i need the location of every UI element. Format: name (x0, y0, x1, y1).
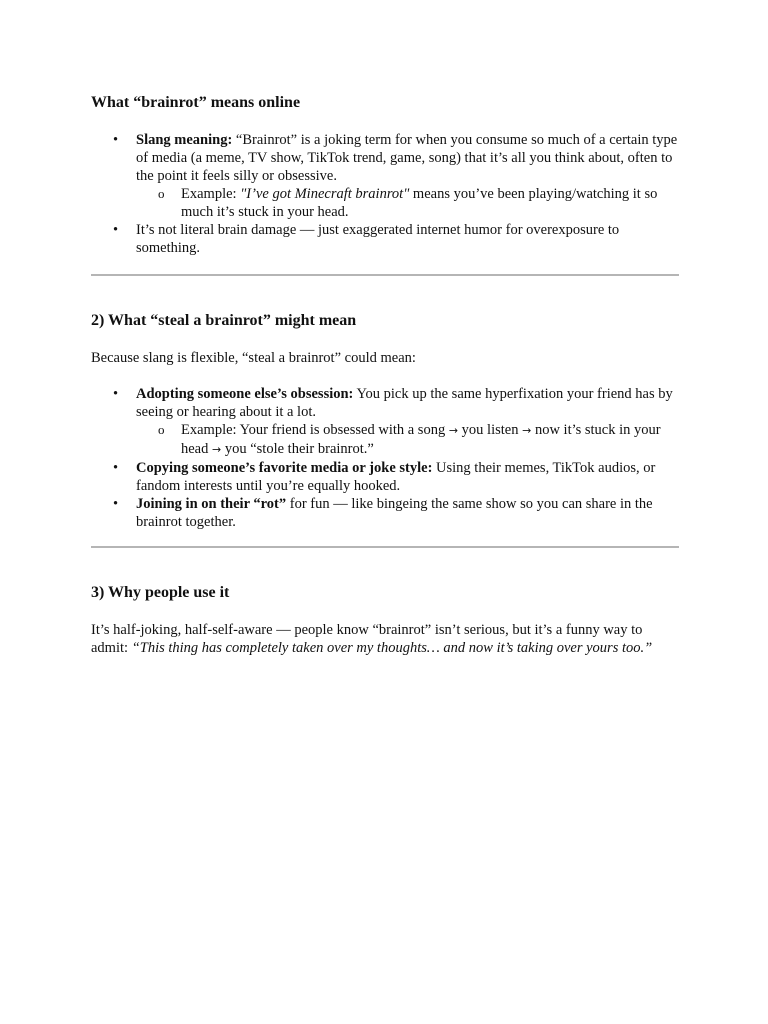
section2-list (91, 385, 681, 531)
section3-heading: 3) Why people use it (91, 584, 230, 601)
sub-item-text: you “stole their brainrot.” (221, 441, 374, 457)
section1-list (91, 131, 681, 257)
sub-item-text: Example: Your friend is obsessed with a song (181, 422, 449, 438)
sub-list-item (136, 421, 681, 459)
bullet-label: Joining in on their “rot” (136, 496, 287, 512)
sub-list (136, 421, 681, 459)
sub-item-text: you listen (458, 422, 523, 438)
section3-body (91, 621, 681, 657)
bullet-text: It’s not literal brain damage — just exaggerated internet humor for overexposure to something. (136, 222, 620, 256)
bullet-text: for fun — like bingeing the same show so you can share in the brainrot together. (136, 496, 653, 530)
arrow-icon: → (448, 424, 459, 437)
section3-quote: “This thing has completely taken over my thoughts… and now it’s taking over yours too.” (131, 640, 653, 656)
section2-heading: 2) What “steal a brainrot” might mean (91, 312, 357, 329)
list-item (91, 459, 681, 495)
list-item (91, 221, 681, 257)
bullet-label: Slang meaning: (136, 132, 233, 148)
bullet-text: Using their memes, TikTok audios, or fandom interests until you’re equally hooked. (136, 460, 656, 494)
sub-list-item (136, 185, 681, 221)
divider (91, 274, 679, 276)
bullet-label: Copying someone’s favorite media or joke style: (136, 460, 433, 476)
bullet-label: Adopting someone else’s obsession: (136, 386, 354, 402)
bullet-text: You pick up the same hyperfixation your friend has by seeing or hearing about it a lot. (136, 386, 673, 420)
sub-list (136, 185, 681, 221)
section2-intro: Because slang is flexible, “steal a brainrot” could mean: (91, 350, 416, 366)
divider (91, 546, 679, 548)
section3-text: It’s half-joking, half-self-aware — people know “brainrot” isn’t serious, but it’s a funny way to admit: (91, 622, 643, 656)
list-item (91, 495, 681, 531)
list-item (91, 131, 681, 221)
arrow-icon: → (212, 443, 222, 456)
list-item (91, 385, 681, 459)
sub-item-suffix: means you’ve been playing/watching it so much it’s stuck in your head. (181, 186, 658, 220)
arrow-icon: → (522, 424, 532, 437)
section1-heading: What “brainrot” means online (91, 94, 301, 111)
sub-item-text: now it’s stuck in your head (181, 422, 661, 457)
sub-item-prefix: Example: (181, 186, 241, 202)
sub-item-quote: "I’ve got Minecraft brainrot" (240, 186, 410, 202)
bullet-text: “Brainrot” is a joking term for when you consume so much of a certain type of media (a meme, TV show, TikTok trend, game, song) that it’s all you think about, often to the point it feels silly or obsessive. (136, 132, 678, 184)
